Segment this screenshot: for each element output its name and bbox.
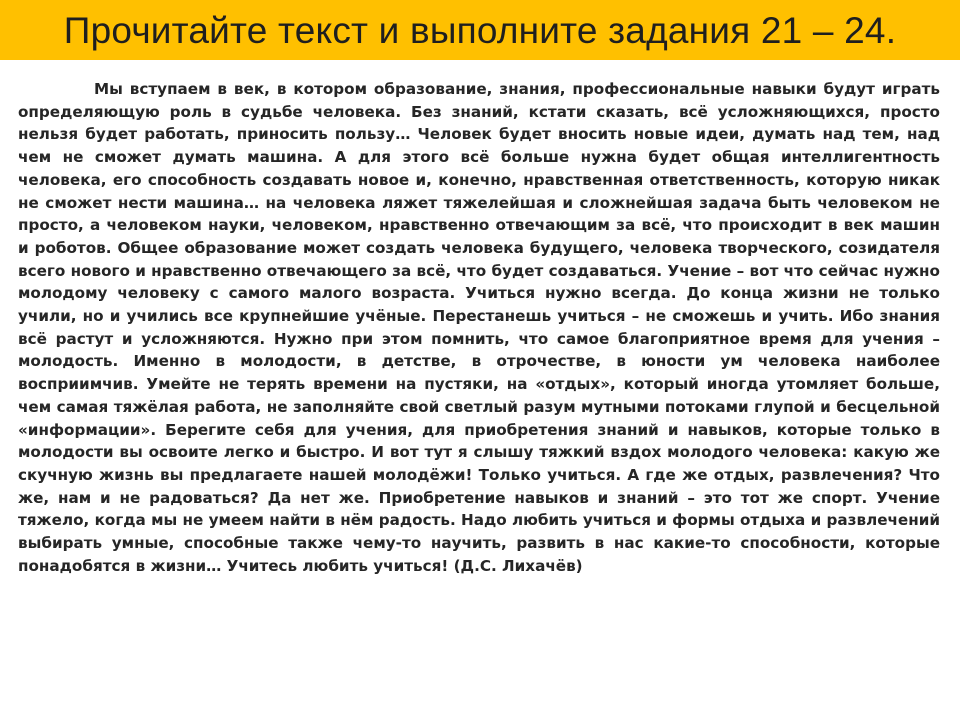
slide-title: Прочитайте текст и выполните задания 21 – 24. [63, 10, 897, 51]
reading-text: Мы вступаем в век, в котором образование, знания, профессиональные навыки будут играть определяющую роль в судьбе человека. Без знаний, кстати сказать, всё усложняющихся, просто нельзя будет работать, приносить пользу… Человек будет вносить новые идеи, думать над тем, над чем не сможет думать машина. А для этого всё больше нужна будет общая интеллигентность человека, его способность создавать новое и, конечно, нравственная ответственность, которую никак не сможет нести машина… на человека ляжет тяжелейшая и сложнейшая задача быть человеком не просто, а человеком науки, человеком, нравственно отвечающим за всё, что происходит в век машин и роботов. Общее образование может создать человека будущего, человека творческого, созидателя всего нового и нравственно отвечающего за всё, что будет создаваться. Учение – вот что сейчас нужно молодому человеку с самого малого возраста. Учиться нужно всегда. До конца жизни не только учили, но и учились все крупнейшие учёные. Перестанешь учиться – не сможешь и учить. Ибо знания всё растут и усложняются. Нужно при этом помнить, что самое благоприятное время для учения – молодость. Именно в молодости, в детстве, в отрочестве, в юности ум человека наиболее восприимчив. Умейте не терять времени на пустяки, на «отдых», который иногда утомляет больше, чем самая тяжёлая работа, не заполняйте свой светлый разум мутными потоками глупой и бесцельной «информации». Берегите себя для учения, для приобретения знаний и навыков, которые только в молодости вы освоите легко и быстро. И вот тут я слышу тяжкий вздох молодого человека: какую же скучную жизнь вы предлагаете нашей молодёжи! Только учиться. А где же отдых, развлечения? Что же, нам и не радоваться? Да нет же. Приобретение навыков и знаний – это тот же спорт. Учение тяжело, когда мы не умеем найти в нём радость. Надо любить учиться и формы отдыха и развлечений выбирать умные, способные также чему-то научить, развить в нас какие-то способности, которые понадобятся в жизни… Учитесь любить учиться! (Д.С. Лихачёв) [18, 80, 940, 575]
title-bar [0, 0, 960, 60]
